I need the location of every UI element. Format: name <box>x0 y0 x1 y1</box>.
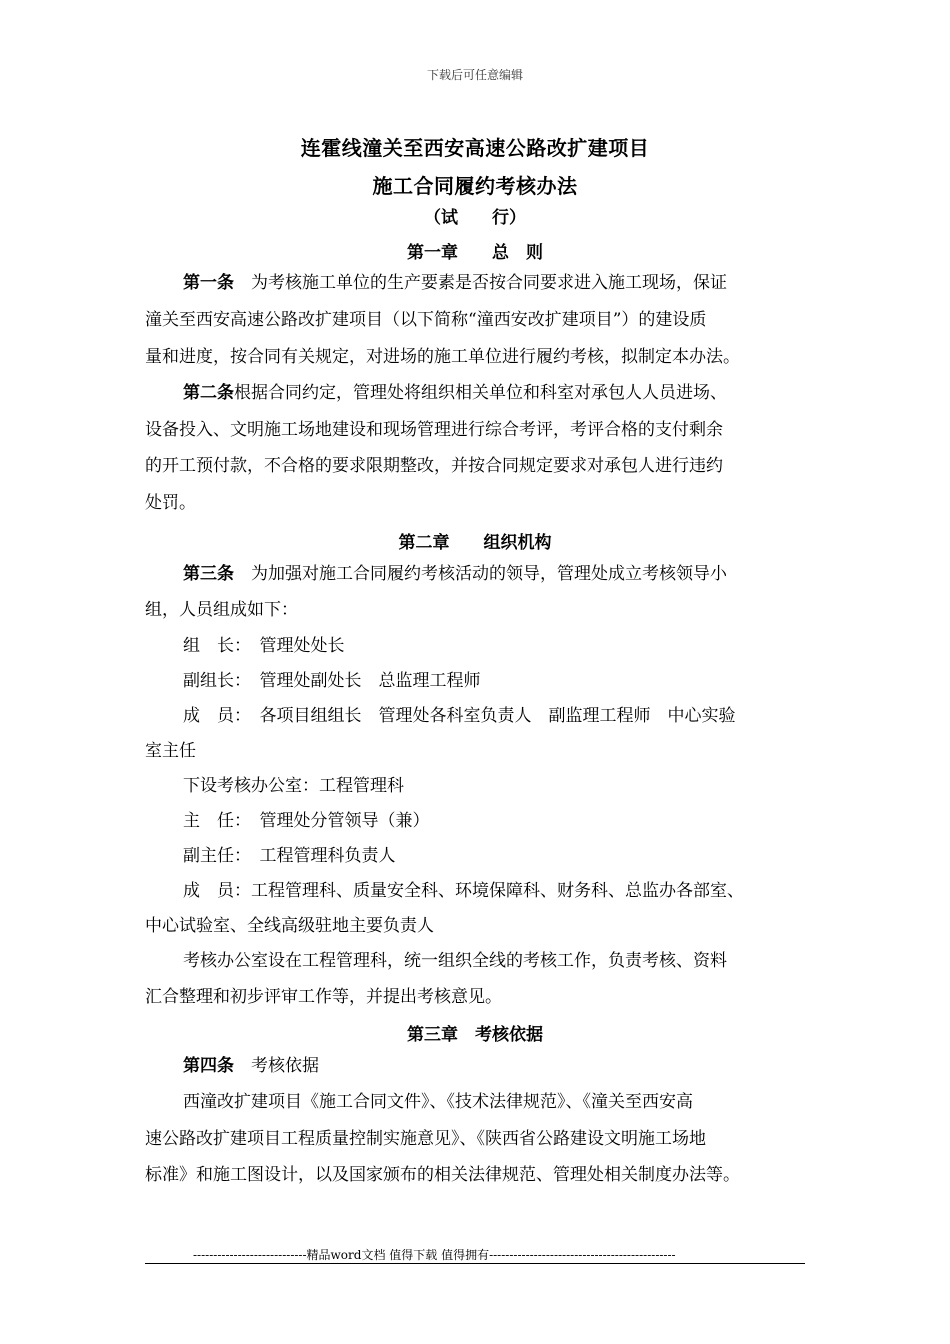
org-deputy-leader: 副组长： 管理处副处长 总监理工程师 <box>183 671 481 691</box>
office-paragraph-line-2: 汇合整理和初步评审工作等，并提出考核意见。 <box>145 987 502 1007</box>
article-2-line-3: 的开工预付款，不合格的要求限期整改，并按合同规定要求对承包人进行违约 <box>145 456 723 476</box>
article-1-line-3: 量和进度，按合同有关规定，对进场的施工单位进行履约考核，拟制定本办法。 <box>145 347 740 367</box>
org-office: 下设考核办公室：工程管理科 <box>183 776 404 796</box>
article-4-text: 考核依据 <box>234 1056 319 1076</box>
basis-line-1: 西潼改扩建项目《施工合同文件》、《技术法律规范》、《潼关至西安高 <box>183 1092 693 1112</box>
article-1-line-1 <box>183 272 727 294</box>
document-title-line2: 施工合同履约考核办法 <box>372 174 578 198</box>
article-4-line <box>183 1055 319 1077</box>
org-office-members-line-2: 中心试验室、全线高级驻地主要负责人 <box>145 916 434 936</box>
chapter-2-heading: 第二章 组织机构 <box>398 533 552 553</box>
org-deputy-director: 副主任： 工程管理科负责人 <box>183 846 396 866</box>
org-members-line-1: 成 员： 各项目组组长 管理处各科室负责人 副监理工程师 中心实验 <box>183 706 736 726</box>
document-title-line1: 连霍线潼关至西安高速公路改扩建项目 <box>300 136 650 160</box>
office-paragraph-line-1: 考核办公室设在工程管理科，统一组织全线的考核工作，负责考核、资料 <box>183 951 727 971</box>
trial-label: （试 行） <box>424 208 526 228</box>
article-2-line-4: 处罚。 <box>145 493 196 513</box>
org-members-line-2: 室主任 <box>145 741 196 761</box>
article-3-label: 第三条 <box>183 564 234 584</box>
article-3-line-1 <box>183 563 727 585</box>
article-1-line-2: 潼关至西安高速公路改扩建项目（以下简称“潼西安改扩建项目”）的建设质 <box>145 310 707 330</box>
footer-note: ----------------------------精品word文档 值得下载 值得拥有---------------------------------------------- <box>193 1248 676 1262</box>
org-office-members-line-1: 成 员：工程管理科、质量安全科、环境保障科、财务科、总监办各部室、 <box>183 881 744 901</box>
article-4-label: 第四条 <box>183 1056 234 1076</box>
article-1-label: 第一条 <box>183 273 234 293</box>
footer-rule <box>145 1263 805 1264</box>
chapter-3-heading: 第三章 考核依据 <box>407 1025 543 1045</box>
article-2-label: 第二条 <box>183 383 234 403</box>
basis-line-3: 标准》和施工图设计，以及国家颁布的相关法律规范、管理处相关制度办法等。 <box>145 1165 740 1185</box>
article-2-line-1 <box>183 382 727 404</box>
article-2-line-2: 设备投入、文明施工场地建设和现场管理进行综合考评，考评合格的支付剩余 <box>145 420 723 440</box>
org-director: 主 任： 管理处分管领导（兼） <box>183 811 430 831</box>
chapter-1-heading: 第一章 总 则 <box>407 243 543 263</box>
header-note: 下载后可任意编辑 <box>426 68 523 82</box>
article-2-text-1: 根据合同约定，管理处将组织相关单位和科室对承包人人员进场、 <box>234 383 727 403</box>
article-1-text-1: 为考核施工单位的生产要素是否按合同要求进入施工现场，保证 <box>234 273 727 293</box>
org-leader: 组 长： 管理处处长 <box>183 636 345 656</box>
article-3-text-1: 为加强对施工合同履约考核活动的领导，管理处成立考核领导小 <box>234 564 727 584</box>
article-3-line-2: 组，人员组成如下： <box>145 600 298 620</box>
basis-line-2: 速公路改扩建项目工程质量控制实施意见》、《陕西省公路建设文明施工场地 <box>145 1129 706 1149</box>
